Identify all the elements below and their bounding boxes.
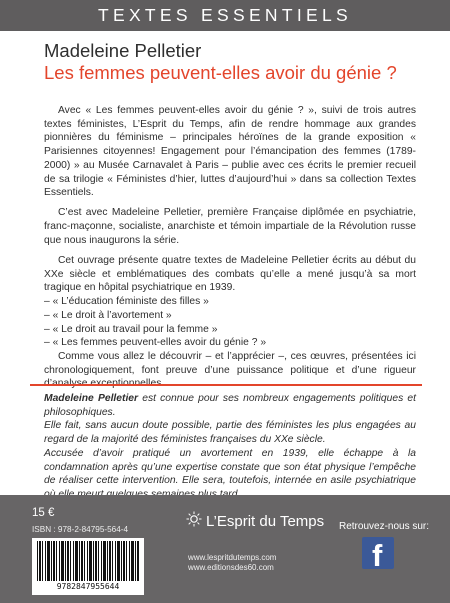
author-name: Madeleine Pelletier: [44, 40, 202, 61]
facebook-letter: f: [372, 538, 383, 573]
publisher-urls: [188, 553, 276, 573]
list-item: – « Les femmes peuvent-elles avoir du génie ? »: [44, 337, 267, 349]
list-item: – « L’éducation féministe des filles »: [44, 296, 209, 308]
intro-paragraph: Avec « Les femmes peuvent-elles avoir du génie ? », suivi de trois autres textes féministes, L’Esprit du Temps, afin de rendre hommage aux grandes pionnières du féminisme – principales héroïnes de la grande exposition « Parisiennes citoyennes! Engagement pour l’émancipation des femmes (1789-2000) » au Musée Carnavalet à Paris – publie avec ces écrits le premier recueil de sa trilogie « Féministes d’hier, luttes d’aujourd’hui » dans sa collection Textes Essentiels.: [44, 105, 416, 199]
section-divider: [30, 384, 422, 386]
book-title: Les femmes peuvent-elles avoir du génie ?: [44, 62, 397, 83]
closing-paragraph: Comme vous allez le découvrir – et l’apprécier –, ces œuvres, présentées ici chronologiquement, font preuve d’une puissance politique et d’une rigueur d’analyse exceptionnelles.: [44, 350, 416, 390]
bio-author-name: Madeleine Pelletier: [44, 393, 139, 404]
facebook-icon: [362, 537, 394, 573]
list-item: – « Le droit à l’avortement »: [44, 309, 172, 321]
social-prompt: Retrouvez-nous sur:: [339, 521, 430, 532]
price: 15 €: [32, 507, 55, 519]
list-item: – « Le droit au travail pour la femme »: [44, 323, 218, 335]
bio-line-1-text: est connue pour ses nombreux engagements politiques et philosophiques.: [44, 393, 416, 418]
isbn: ISBN : 978-2-84795-564-4: [32, 525, 129, 534]
url-link: www.lespritdutemps.com: [188, 553, 277, 562]
author-intro-paragraph: C’est avec Madeleine Pelletier, première Française diplômée en psychiatrie, franc-maçonne, socialiste, anarchiste et témoin impartiale de la Révolution russe que nous inaugurons la série.: [44, 207, 416, 246]
bio-line-3: Accusée d’avoir pratiqué un avortement en 1939, elle échappe à la condamnation après qu’une expertise constate que son état physique l’empêche de réaliser cette intervention. Elle sera, toutefois, internée en asile psychiatrique: [44, 447, 416, 487]
texts-list: [44, 295, 416, 350]
contents-paragraph: Cet ouvrage présente quatre textes de Madeleine Pelletier écrits au début du XXe siècle et emblématiques des combats qu’elle a mené jusqu’à sa mort tragique en hôpital psychiatrique en 1939.: [44, 255, 416, 294]
publisher-logo: [186, 509, 336, 539]
publisher-name: L’Esprit du Temps: [206, 513, 325, 530]
barcode-number: 9782847955644: [56, 582, 120, 591]
author-bio: [44, 392, 416, 502]
back-cover-footer: [0, 495, 450, 603]
sun-icon: [186, 511, 202, 533]
url-link: www.editionsdes60.com: [188, 563, 274, 572]
series-banner: TEXTES ESSENTIELS: [0, 0, 450, 31]
bio-line-2: Elle fait, sans aucun doute possible, partie des féministes les plus engagées au regard de la majorité des féministes françaises du XXe siècle.: [44, 420, 416, 446]
description-text: [44, 104, 416, 398]
bio-line-1: [44, 392, 416, 419]
barcode-bars: [37, 541, 139, 581]
barcode: [32, 538, 144, 595]
